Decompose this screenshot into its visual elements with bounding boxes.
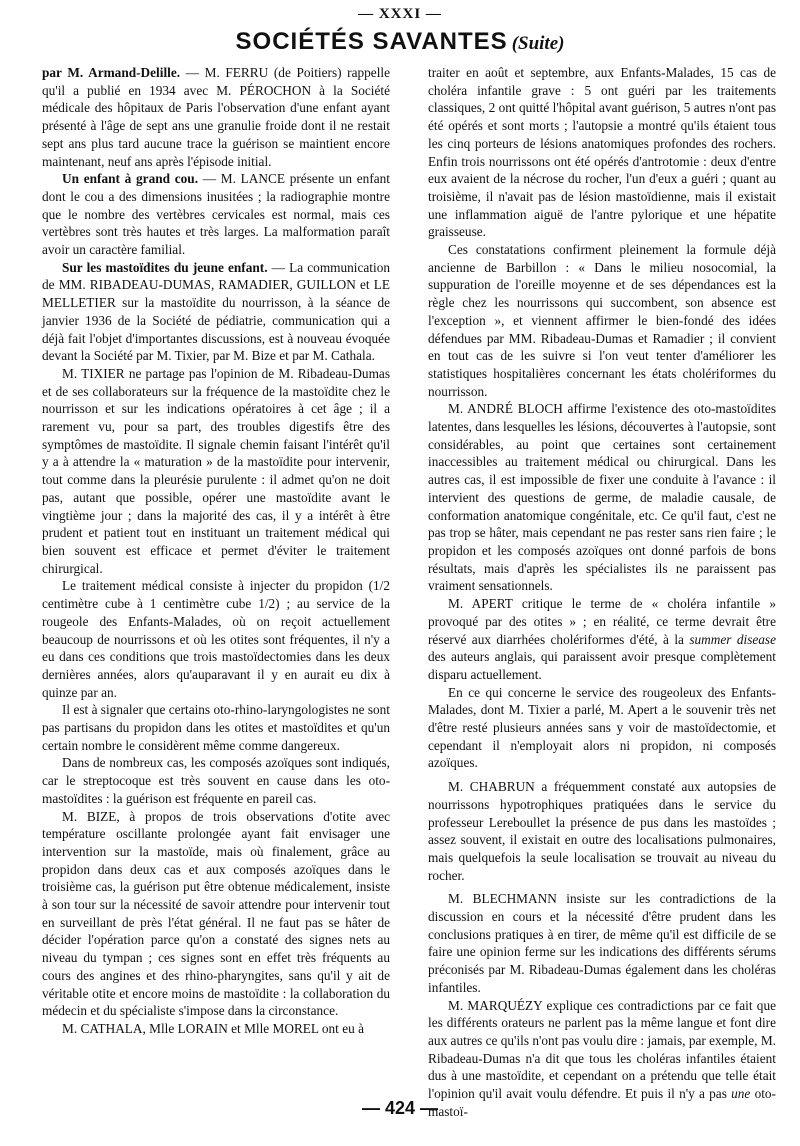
italic-term: summer disease bbox=[689, 631, 776, 647]
paragraph-text: M. MARQUÉZY explique ces contradictions par ce fait que les différents orateurs ne parlent pas la même langue et font dire aux autres ce qu'ils n'ont pas voulu dire : jamais, par exemple, M. Ribadeau-Dumas n'a dit que tous les choléras infantiles étaient dus à une mastoïdite, et cependant on a prétendu que telle était l'opinion qu'il avait voulu défendre. Et puis il n'y a pas bbox=[428, 997, 776, 1102]
paragraph bbox=[42, 64, 390, 170]
italic-term: une bbox=[731, 1086, 751, 1102]
paragraph: M. TIXIER ne partage pas l'opinion de M. Ribadeau-Dumas et de ses collaborateurs sur la fréquence de la mastoïdite chez le nourrisson et sur les indications opératoires à cet âge ; il a rarement vu, pour sa part, des troubles digestifs être des symptômes de mastoïdite. Il signale chemin faisant l'intérêt qu'il y a à attendre la « maturation » de la mastoïdite pour intervenir, tout comme dans la pleurésie purulente : il admet qu'on ne doit pas, autant que possible, opérer une mastoïdite avant le vingtième jour ; dans la majorité des cas, il y a intérêt à être prudent et patient tout en instituant un traitement médical qui bien souvent est efficace et permet d'éviter le traitement chirurgical. bbox=[42, 365, 390, 576]
paragraph: Il est à signaler que certains oto-rhino-laryngologistes ne sont pas partisans du propidon dans les otites et mastoïdites et qu'un certain nombre le considèrent même comme dangereux. bbox=[42, 702, 390, 753]
right-column bbox=[428, 64, 776, 1119]
paragraph-text: — M. LANCE présente un enfant dont le cou a des dimensions inusitées ; la radiographie montre que le nombre des vertèbres cervicales est normal, mais ces vertèbres sont très hautes et très larges. La malformation paraît avoir un caractère familial. bbox=[42, 171, 390, 258]
paragraph: Ces constatations confirment pleinement la formule déjà ancienne de Barbillon : « Dans le milieu nosocomial, la suppuration de l'oreille moyenne et de ses dépendances est la règle chez les nourrissons qui succombent, son absence est l'exception », et viennent affirmer le bien-fondé des idées défendues par MM. Ribadeau-Dumas et Ramadier ; il convient en tout cas de les suivre si l'on veut tenter d'améliorer les statistiques hospitalières concernant les états cholériformes du nourrisson. bbox=[428, 242, 776, 399]
paragraph-lead: Un enfant à grand cou. bbox=[62, 171, 199, 187]
section-subtitle: (Suite) bbox=[511, 33, 565, 54]
page-number: — 424 — bbox=[361, 1098, 439, 1118]
paragraph-text: — M. FERRU (de Poitiers) rappelle qu'il a publié en 1934 avec M. PÉROCHON à la Société médicale des hôpitaux de Paris l'observation d'une enfant ayant présenté à l'âge de sept ans une granulie froide dont il ne restait sept ans plus tard aucune trace la guérison se maintient encore maintenant, neuf ans après l'épisode initial. bbox=[42, 65, 390, 169]
paragraph: Le traitement médical consiste à injecter du propidon (1/2 centimètre cube à 1 centimètre cube 1/2) ; au service de la rougeole des Enfants-Malades, où on reçoit actuellement beaucoup de nourrissons et où les otites sont fréquentes, il n'y a eu dans ces conditions que trois mastoïdectomies dans les deux dernières années, alors qu'auparavant il y en aurait eu dix à quinze par an. bbox=[42, 578, 390, 700]
paragraph: M. ANDRÉ BLOCH affirme l'existence des oto-mastoïdites latentes, dans lesquelles les lésions, découvertes à l'autopsie, sont considérables, au point que certaines sont certainement inaccessibles au traitement médical ou chirurgical. Dans les autres cas, il est impossible de fixer une conduite à l'avance : il intervient des questions de germe, de maladie causale, de conformation anatomique congénitale, etc. Ce qu'il faut, c'est ne pas trop se hâter, mais cependant ne pas rester sans rien faire ; le propidon et les composés azoïques ont donné parfois de bons résultats, mais d'après les spécialistes ils ne paraissent pas vraiment sensationnels. bbox=[428, 401, 776, 594]
page-header bbox=[0, 28, 800, 56]
paragraph: traiter en août et septembre, aux Enfants-Malades, 15 cas de choléra infantile grave : 5 ont guéri par les traitements classiques, 2 ont quitté l'hôpital avant guérison, 5 autres n'ont pas été opérés et sont morts ; l'autopsie a montré qu'ils étaient tous les cinq porteurs de lésions anatomiques profondes des rochers. Enfin trois nourrissons ont été opérés d'antrotomie : deux d'entre eux avaient de la nécrose du rocher, l'un d'eux a guéri ; quant au troisième, il n'avait pas de lésion mastoïdienne, mais il existait une inflammation aiguë de l'antre pylorique et une hépatite graisseuse. bbox=[428, 65, 776, 240]
paragraph-text: des auteurs anglais, qui paraissent avoir presque complètement disparu actuellement. bbox=[428, 649, 776, 682]
paragraph bbox=[42, 170, 390, 259]
paragraph: Dans de nombreux cas, les composés azoïques sont indiqués, car le streptocoque est très souvent en cause dans les oto-mastoïdites : la guérison est fréquente en pareil cas. bbox=[42, 755, 390, 806]
paragraph-text: oto-mastoï- bbox=[428, 1086, 776, 1119]
paragraph-text: M. APERT critique le terme de « choléra infantile » provoqué par des otites » ; en réalité, ce terme devrait être réservé aux diarrhées cholériformes d'été, à la bbox=[428, 596, 776, 647]
paragraph: M. CHABRUN a fréquemment constaté aux autopsies de nourrissons hypotrophiques pratiquées dans le service du professeur Lereboullet la présence de pus dans les mastoïdes ; assez souvent, il existait en outre des localisations pulmonaires, mais quelquefois la seule localisation se trouvait au niveau du rocher. bbox=[428, 779, 776, 883]
paragraph: M. CATHALA, Mlle LORAIN et Mlle MOREL ont eu à bbox=[62, 1020, 364, 1036]
section-title: SOCIÉTÉS SAVANTES bbox=[235, 28, 508, 55]
paragraph: En ce qui concerne le service des rougeoleux des Enfants-Malades, dont M. Tixier a parlé, M. Apert a le souvenir très net d'être resté plusieurs années sans y voir de mastoïdectomie, et cependant il n'employait alors ni propidon, ni composés azoïques. bbox=[428, 684, 776, 771]
paragraph-text: — La communication de MM. RIBADEAU-DUMAS, RAMADIER, GUILLON et LE MELLETIER sur la mastoïdite du nourrisson, à la séance de janvier 1936 de la Société de pédiatrie, communication qui a déjà fait l'objet d'importantes discussions, est à nouveau évoquée devant la Société par M. Tixier, par M. Bize et par M. Cathala. bbox=[42, 259, 390, 364]
roman-page-number: — XXXI — bbox=[358, 6, 442, 22]
paragraph-lead: Sur les mastoïdites du jeune enfant. bbox=[62, 259, 268, 275]
paragraph: M. BIZE, à propos de trois observations d'otite avec température oscillante prolongée ayant fait envisager une intervention sur la mastoïde, mais où finalement, grâce au propidon dans deux cas et aux composés azoïques dans le troisième cas, la guérison put être obtenue médicalement, insiste à son tour sur la nécessité de savoir attendre pour intervenir tout en surveillant de près l'état général. Il ne faut pas se hâter de décider l'opération parce qu'on a constaté des signes nets au niveau du tympan ; ces signes sont en effet très fréquents au cours des angines et des rhino-pharyngites, sans qu'il y ait de véritable otite et encore moins de mastoïdite : la collaboration du médecin et du spécialiste s'impose dans la circonstance. bbox=[42, 808, 390, 1019]
paragraph bbox=[42, 259, 390, 365]
paragraph-lead: par M. Armand-Delille. bbox=[42, 65, 181, 80]
paragraph bbox=[428, 595, 776, 684]
left-column bbox=[42, 64, 390, 1094]
paragraph: M. BLECHMANN insiste sur les contradictions de la discussion en cours et la nécessité d'être prudent dans les conclusions pratiques à en tirer, de même qu'il est difficile de se faire une opinion ferme sur les indications des différents sérums préconisés par M. Ribadeau-Dumas également dans les choléras infantiles. bbox=[428, 891, 776, 995]
